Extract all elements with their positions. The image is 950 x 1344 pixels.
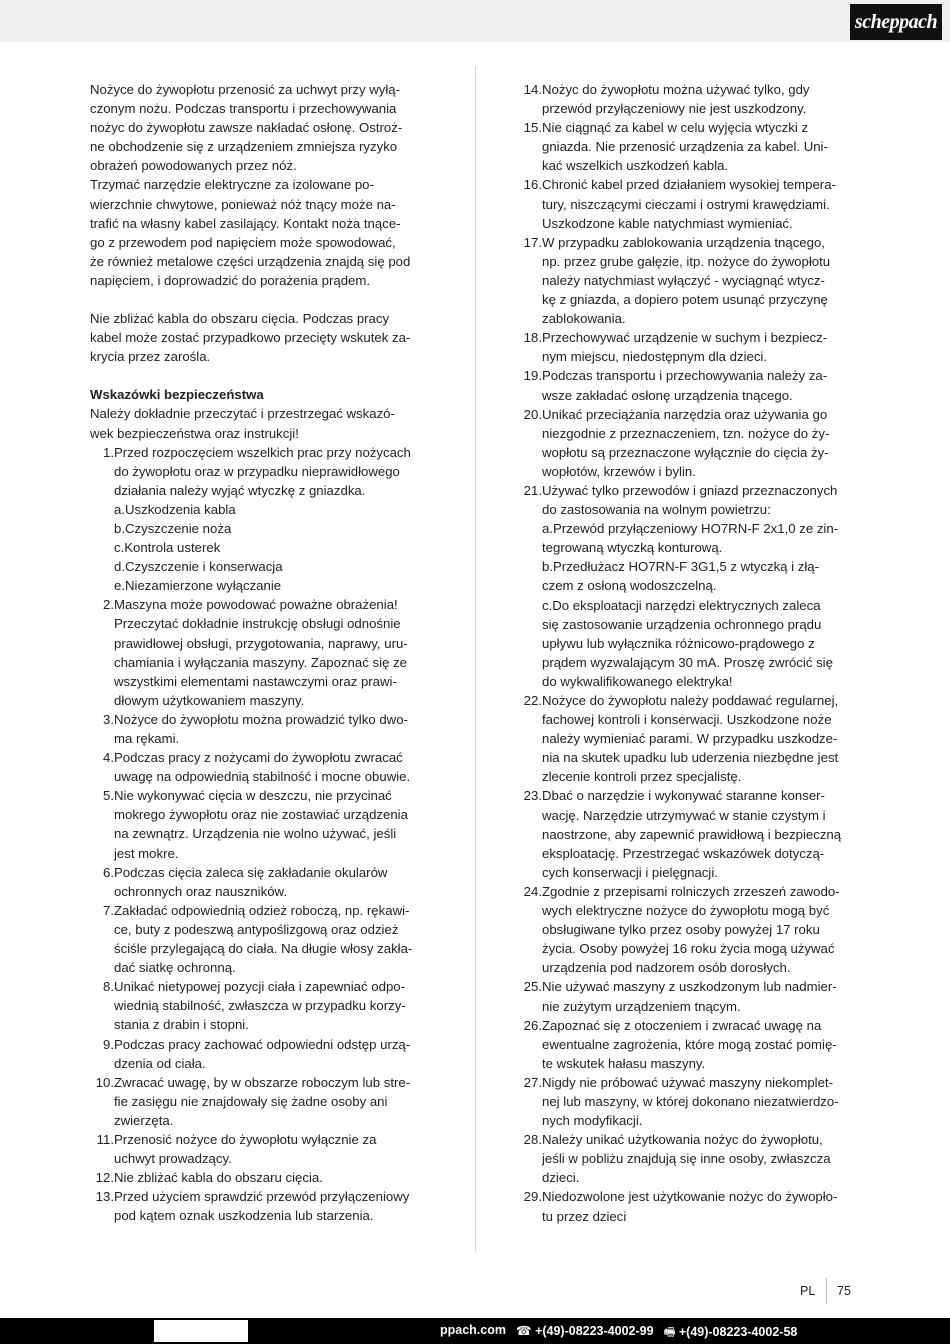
item-body [542, 80, 863, 118]
item-body [542, 481, 863, 691]
page-number: 75 [837, 1284, 851, 1298]
item-body [542, 977, 863, 1015]
item-number: 4. [103, 750, 114, 766]
list-item [90, 443, 435, 596]
item-body [542, 175, 863, 232]
item-number: 17. [523, 234, 542, 250]
top-bar [0, 0, 950, 42]
fax-group [664, 1323, 798, 1344]
item-text: Zakładać odpowiednią odzież roboczą, np. rękawi- ce, buty z podeszwą antypoślizgową oraz odzież ściśle przylegającą do ciała. Na długie włosy zakła- dać siatkę ochronną. [114, 902, 413, 976]
item-number: 28. [523, 1132, 542, 1148]
item-number: 21. [523, 482, 542, 498]
list-item [518, 1187, 863, 1225]
logo-text: scheppach [854, 10, 938, 33]
item-number: 9. [103, 1036, 114, 1052]
item-text: Nożyc do żywopłotu można używać tylko, gdy przewód przyłączeniowy nie jest uszkodzony. [542, 82, 810, 117]
item-body [542, 691, 863, 786]
list-item [90, 977, 435, 1034]
item-body [542, 786, 863, 881]
sublist-item: e.Niezamierzone wyłączanie [114, 578, 282, 594]
item-number: 7. [103, 902, 114, 918]
sublist-item: a.Uszkodzenia kabla [114, 501, 236, 517]
item-text: Nie ciągnąć za kabel w celu wyjęcia wtyczki z gniazda. Nie przenosić urządzenia za kabel. Uni- kać wszelkich uszkodzeń kabla. [542, 120, 828, 174]
list-item [518, 481, 863, 691]
item-number: 2. [103, 597, 114, 613]
right-column [518, 80, 863, 1226]
column-divider [475, 66, 476, 1252]
item-body [114, 1187, 435, 1225]
item-body [542, 233, 863, 328]
section-intro: Należy dokładnie przeczytać i przestrzegać wskazó- wek bezpieczeństwa oraz instrukcji! [90, 406, 395, 441]
item-number: 25. [523, 979, 542, 995]
item-text: Maszyna może powodować poważne obrażenia! Przeczytać dokładnie instrukcję obsługi odnośnie prawidłowej obsługi, przygotowania, naprawy, uru- chamiania i wyłączania maszyny. Zapoznać się ze wszystkimi elementami nastawczymi oraz prawi- dłowym użytkowaniem maszyny. [114, 597, 408, 708]
sublist-item: c.Do eksploatacji narzędzi elektrycznych zaleca się zastosowanie urządzenia ochronnego prądu upływu lub wyłącznika różnicowo-prądowego z prądem wyzwalającym 30 mA. Proszę zwrócić się do wykwalifikowanego elektryka! [542, 597, 833, 689]
item-body [542, 1073, 863, 1130]
sublist [542, 519, 863, 691]
language-code: PL [800, 1284, 816, 1298]
item-body [114, 1073, 435, 1130]
item-text: Podczas transportu i przechowywania należy za- wsze zakładać osłonę urządzenia tnącego. [542, 368, 828, 403]
safety-list-right [518, 80, 863, 1226]
list-item [90, 863, 435, 901]
item-text: Nigdy nie próbować używać maszyny niekomplet- nej lub maszyny, w której dokonano niezatwierdzo- nych modyfikacji. [542, 1074, 839, 1129]
list-item [518, 405, 863, 481]
item-text: Zgodnie z przepisami rolniczych zrzeszeń zawodo- wych elektryczne nożyce do żywopłotu mogą być obsługiwane tylko przez osoby powyżej 17 roku życia. Osoby powyżej 16 roku życia mogą używać urządzenia pod nadzorem osób dorosłych. [542, 883, 840, 976]
item-text: Nie wykonywać cięcia w deszczu, nie przycinać mokrego żywopłotu oraz nie zostawiać urządzenia na zewnątrz. Urządzenia nie wolno używać, jeśli jest mokre. [114, 788, 408, 861]
item-text: W przypadku zablokowania urządzenia tnącego, np. przez grube gałęzie, itp. nożyce do żywopłotu należy natychmiast wyłączyć - wyciągnąć wtycz- kę z gniazda, a dopiero potem usunąć przyczynę zablokowania. [542, 234, 831, 327]
list-item [518, 175, 863, 232]
item-body [114, 863, 435, 901]
list-item [90, 786, 435, 862]
list-item [90, 1035, 435, 1073]
item-body [114, 1130, 435, 1168]
phone-icon: ☎ [516, 1324, 532, 1338]
item-body [114, 748, 435, 786]
list-item [518, 1073, 863, 1130]
list-item [90, 1073, 435, 1130]
list-item [90, 901, 435, 977]
item-body [542, 405, 863, 481]
item-text: Należy unikać użytkowania nożyc do żywopłotu, jeśli w pobliżu znajdują się inne osoby, zwłaszcza dzieci. [542, 1132, 831, 1186]
phone-group [516, 1323, 654, 1344]
item-text: Podczas cięcia zaleca się zakładanie okularów ochronnych oraz nauszników. [114, 864, 388, 899]
item-number: 24. [523, 883, 542, 899]
item-body [114, 710, 435, 748]
fax-number: +(49)-08223-4002-58 [678, 1325, 798, 1339]
item-number: 5. [103, 788, 114, 804]
item-body [542, 1130, 863, 1187]
list-item [518, 118, 863, 175]
item-number: 6. [103, 864, 114, 880]
safety-list-left [90, 443, 435, 1226]
sublist-item: d.Czyszczenie i konserwacja [114, 559, 283, 575]
item-number: 22. [523, 693, 542, 708]
item-text: Nie zbliżać kabla do obszaru cięcia. [114, 1170, 323, 1186]
item-body [114, 901, 435, 977]
footer-separator [826, 1278, 827, 1304]
item-body [114, 977, 435, 1034]
item-text: Przed użyciem sprawdzić przewód przyłączeniowy pod kątem oznak uszkodzenia lub starzenia. [114, 1189, 410, 1224]
item-number: 26. [523, 1017, 542, 1033]
item-body [542, 1187, 863, 1225]
list-item [518, 1016, 863, 1073]
bottom-bar-blank [154, 1320, 248, 1342]
item-number: 11. [96, 1131, 114, 1147]
paragraph-cable: Nie zbliżać kabla do obszaru cięcia. Podczas pracy kabel może zostać przypadkowo przecięty wskutek za- krycia przez zarośla. [90, 311, 411, 365]
item-text: Chronić kabel przed działaniem wysokiej tempera- tury, niszczącymi cieczami i ostrymi krawędziami. Uszkodzone kable natychmiast wymieniać. [542, 177, 836, 231]
brand-logo [850, 4, 942, 40]
item-number: 15. [523, 120, 542, 136]
item-body [542, 366, 863, 404]
item-text: Podczas pracy zachować odpowiedni odstęp urzą- dzenia od ciała. [114, 1036, 411, 1071]
item-number: 19. [523, 368, 542, 384]
item-number: 16. [523, 177, 542, 193]
list-item [518, 328, 863, 366]
contact-strip [440, 1323, 797, 1344]
item-text: Używać tylko przewodów i gniazd przeznaczonych do zastosowania na wolnym powietrzu: [542, 482, 838, 518]
sublist-item: c.Kontrola usterek [114, 540, 221, 556]
item-number: 23. [523, 788, 542, 804]
list-item [518, 366, 863, 404]
item-text: Niedozwolone jest użytkowanie nożyc do żywopło- tu przez dzieci [542, 1189, 838, 1224]
left-column [90, 80, 435, 1225]
item-text: Nożyce do żywopłotu należy poddawać regularnej, fachowej kontroli i konserwacji. Uszkodzone noże należy wymieniać parami. W przypadku uszkodze- nia na skutek upadku lub uderzenia niezbędne jest zlecenie kontroli przez specjalistę. [542, 693, 839, 785]
item-body [114, 1035, 435, 1073]
item-number: 10. [95, 1074, 114, 1090]
list-item [90, 595, 435, 710]
list-item [90, 1130, 435, 1168]
item-body [542, 118, 863, 175]
item-text: Podczas pracy z nożycami do żywopłotu zwracać uwagę na odpowiednią stabilność i mocne obuwie. [114, 750, 411, 785]
section-heading: Wskazówki bezpieczeństwa [90, 387, 264, 403]
paragraph-carry: Nożyce do żywopłotu przenosić za uchwyt przy wyłą- czonym nożu. Podczas transportu i przechowywania nożyc do żywopłotu zawsze nakładać osłonę. Ostroż- ne obchodzenie się z urządzeniem zmniejsza ryzyko obrażeń powodowanych przez nóż. Trzymać narzędzie elektryczne za izolowane po- wierzchnie chwytowe, ponieważ nóż tnący może na- trafić na własny kabel zasilający. Kontakt noża tnące- go z przewodem pod napięciem może spowodować, że również metalowe części urządzenia znajdą się pod napięciem, i doprowadzić do porażenia prądem. [90, 82, 411, 288]
item-text: Unikać nietypowej pozycji ciała i zapewniać odpo- wiednią stabilność, zwłaszcza w przypadku korzy- stania z drabin i stopni. [114, 979, 406, 1033]
item-body [114, 1168, 435, 1187]
item-number: 12. [95, 1170, 114, 1186]
item-body [542, 882, 863, 977]
sublist-item: b.Czyszczenie noża [114, 520, 232, 536]
website-text: ppach.com [440, 1323, 506, 1337]
item-number: 29. [523, 1189, 542, 1205]
item-text: Nożyce do żywopłotu można prowadzić tylko dwo- ma rękami. [114, 711, 408, 746]
item-number: 13. [95, 1189, 114, 1205]
item-text: Unikać przeciążania narzędzia oraz używania go niezgodnie z przeznaczeniem, tzn. nożyce do ży- wopłotu są przeznaczone wyłącznie do cięcia ży- wopłotów, krzewów i bylin. [542, 406, 830, 479]
list-item [90, 1168, 435, 1187]
list-item [90, 710, 435, 748]
item-text: Przechowywać urządzenie w suchym i bezpiecz- nym miejscu, niedostępnym dla dzieci. [542, 330, 828, 365]
list-item [518, 80, 863, 118]
list-item [518, 882, 863, 977]
item-text: Dbać o narzędzie i wykonywać staranne konser- wację. Narzędzie utrzymywać w stanie czystym i naostrzone, aby zapewnić prawidłową i bezpieczną eksploatację. Przestrzegać wskazówek dotyczą- cych konserwacji i pielęgnacji. [542, 788, 842, 880]
item-number: 18. [523, 330, 542, 346]
sublist [114, 500, 435, 595]
sublist-item: b.Przedłużacz HO7RN-F 3G1,5 z wtyczką i złą- czem z osłoną wodoszczelną. [542, 559, 820, 594]
item-text: Przenosić nożyce do żywopłotu wyłącznie za uchwyt prowadzący. [114, 1131, 377, 1167]
item-number: 14. [523, 82, 542, 97]
item-body [114, 595, 435, 710]
fax-icon: 🖷 [663, 1325, 676, 1339]
list-item [518, 977, 863, 1015]
phone-number: +(49)-08223-4002-99 [535, 1324, 654, 1338]
item-body [542, 328, 863, 366]
item-number: 1. [103, 444, 114, 460]
item-number: 20. [523, 406, 542, 422]
item-text: Zapoznać się z otoczeniem i zwracać uwagę na ewentualne zagrożenia, które mogą zostać pomię- te wskutek hałasu maszyny. [542, 1017, 837, 1071]
list-item [518, 233, 863, 328]
item-body [114, 443, 435, 596]
sublist-item: a.Przewód przyłączeniowy HO7RN-F 2x1,0 ze zin- tegrowaną wtyczką konturową. [542, 521, 839, 556]
item-number: 27. [523, 1074, 542, 1090]
list-item [518, 786, 863, 881]
item-text: Zwracać uwagę, by w obszarze roboczym lub stre- fie zasięgu nie znajdowały się żadne osoby ani zwierzęta. [114, 1074, 411, 1128]
list-item [518, 1130, 863, 1187]
item-body [114, 786, 435, 862]
item-body [542, 1016, 863, 1073]
list-item [90, 748, 435, 786]
item-number: 8. [103, 979, 114, 995]
item-text: Przed rozpoczęciem wszelkich prac przy nożycach do żywopłotu oraz w przypadku nieprawidłowego działania należy wyjąć wtyczkę z gniazdka. [114, 444, 411, 498]
item-number: 3. [103, 711, 114, 727]
item-text: Nie używać maszyny z uszkodzonym lub nadmier- nie zużytym urządzeniem tnącym. [542, 979, 837, 1014]
list-item [518, 691, 863, 786]
list-item [90, 1187, 435, 1225]
